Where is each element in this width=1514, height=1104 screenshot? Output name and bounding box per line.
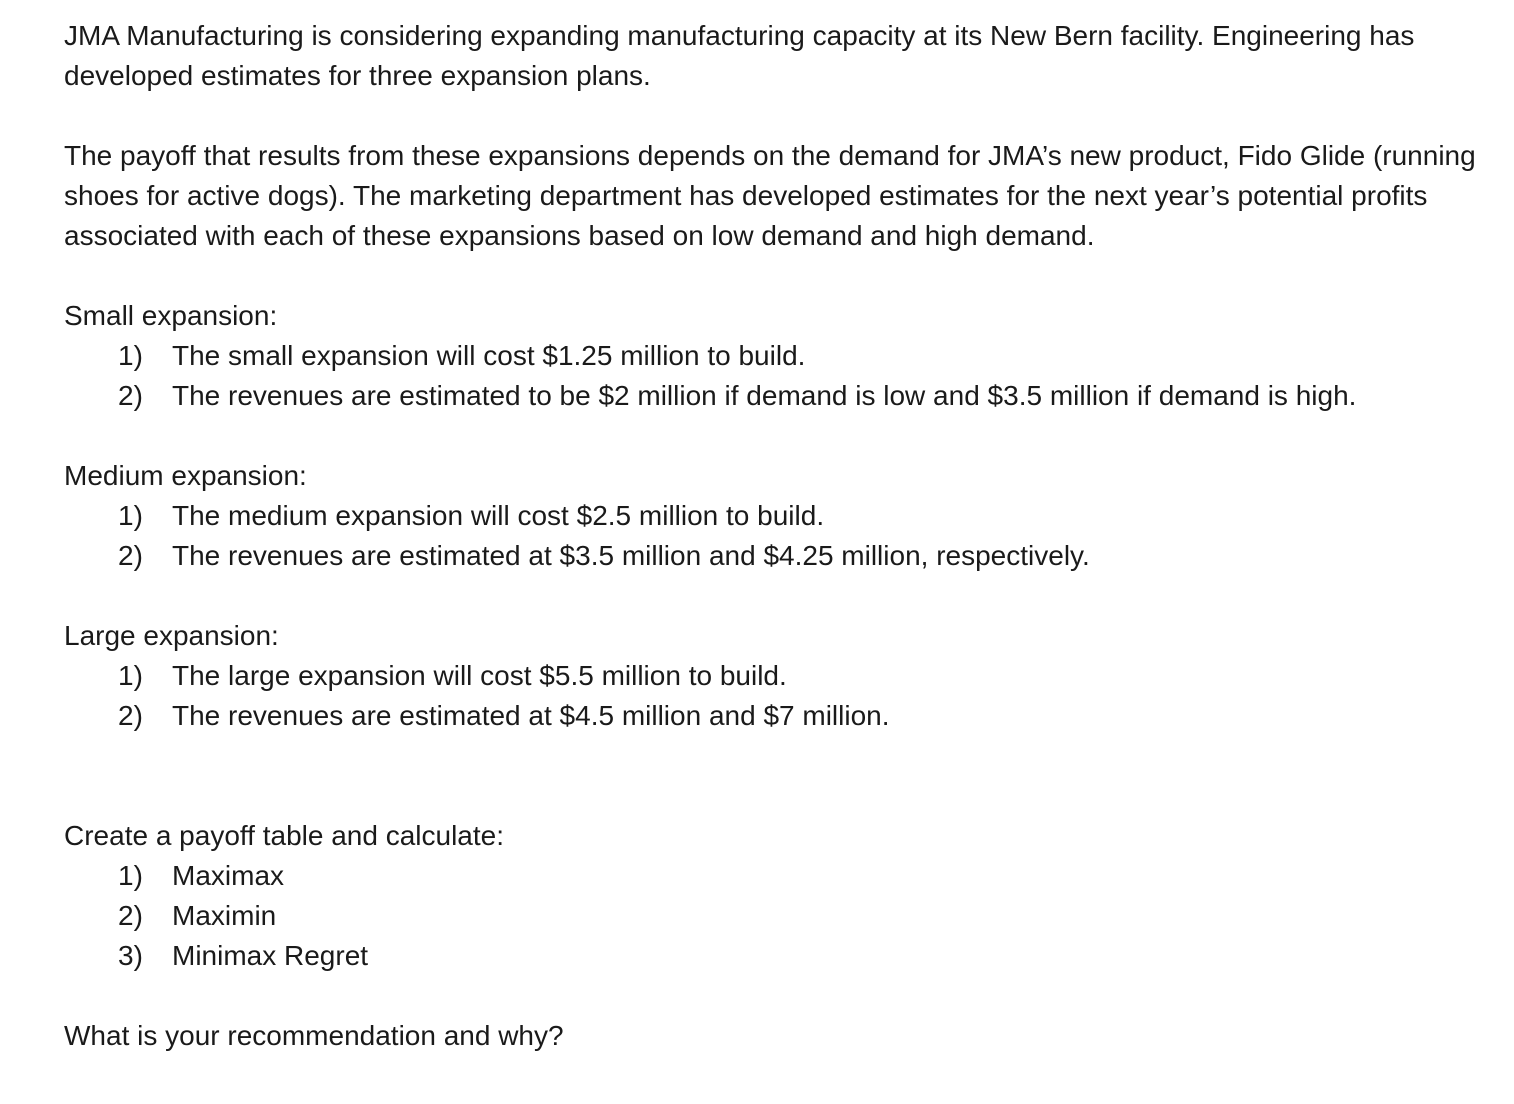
item-text: The revenues are estimated at $3.5 million and $4.25 million, respectively. xyxy=(172,540,1090,571)
item-list xyxy=(64,496,1484,576)
intro-paragraph-1: JMA Manufacturing is considering expanding manufacturing capacity at its New Bern facility. Engineering has developed estimates for three expansion plans. xyxy=(64,20,1415,91)
item-number: 2) xyxy=(118,540,143,571)
section-title: Small expansion: xyxy=(64,300,278,331)
item-number: 2) xyxy=(118,900,143,931)
list-item xyxy=(64,376,1484,416)
item-number: 2) xyxy=(118,700,143,731)
item-number: 1) xyxy=(118,340,143,371)
spacer xyxy=(64,736,1484,816)
section-title: Medium expansion: xyxy=(64,460,307,491)
item-text: Maximin xyxy=(172,900,277,931)
item-text: The revenues are estimated to be $2 million if demand is low and $3.5 million if demand is high. xyxy=(172,380,1357,411)
item-list xyxy=(64,336,1484,416)
task-list xyxy=(64,856,1484,976)
item-number: 3) xyxy=(118,940,143,971)
item-text: The revenues are estimated at $4.5 million and $7 million. xyxy=(172,700,890,731)
section-task xyxy=(64,816,1484,976)
item-text: The medium expansion will cost $2.5 million to build. xyxy=(172,500,825,531)
spacer xyxy=(64,976,1484,1016)
section-large-expansion xyxy=(64,616,1484,736)
item-number: 2) xyxy=(118,380,143,411)
spacer xyxy=(64,576,1484,616)
item-number: 1) xyxy=(118,660,143,691)
section-medium-expansion xyxy=(64,456,1484,576)
question-text: What is your recommendation and why? xyxy=(64,1020,564,1051)
item-text: Maximax xyxy=(172,860,285,891)
document-page xyxy=(64,16,1484,1056)
list-item xyxy=(64,336,1484,376)
list-item xyxy=(64,696,1484,736)
section-small-expansion xyxy=(64,296,1484,416)
list-item xyxy=(64,936,1484,976)
spacer xyxy=(64,416,1484,456)
spacer xyxy=(64,96,1484,136)
list-item xyxy=(64,896,1484,936)
item-text: The small expansion will cost $1.25 million to build. xyxy=(172,340,806,371)
list-item xyxy=(64,856,1484,896)
spacer xyxy=(64,256,1484,296)
intro-paragraph-2: The payoff that results from these expansions depends on the demand for JMA’s new product, Fido Glide (running shoes for active dogs). The marketing department has developed estimates for the next year’s potential profits associated with each of these expansions based on low demand and high demand. xyxy=(64,140,1476,251)
section-title: Large expansion: xyxy=(64,620,279,651)
list-item xyxy=(64,496,1484,536)
item-number: 1) xyxy=(118,500,143,531)
item-text: Minimax Regret xyxy=(172,940,369,971)
item-number: 1) xyxy=(118,860,143,891)
item-text: The large expansion will cost $5.5 million to build. xyxy=(172,660,787,691)
list-item xyxy=(64,536,1484,576)
item-list xyxy=(64,656,1484,736)
list-item xyxy=(64,656,1484,696)
task-title: Create a payoff table and calculate: xyxy=(64,820,505,851)
